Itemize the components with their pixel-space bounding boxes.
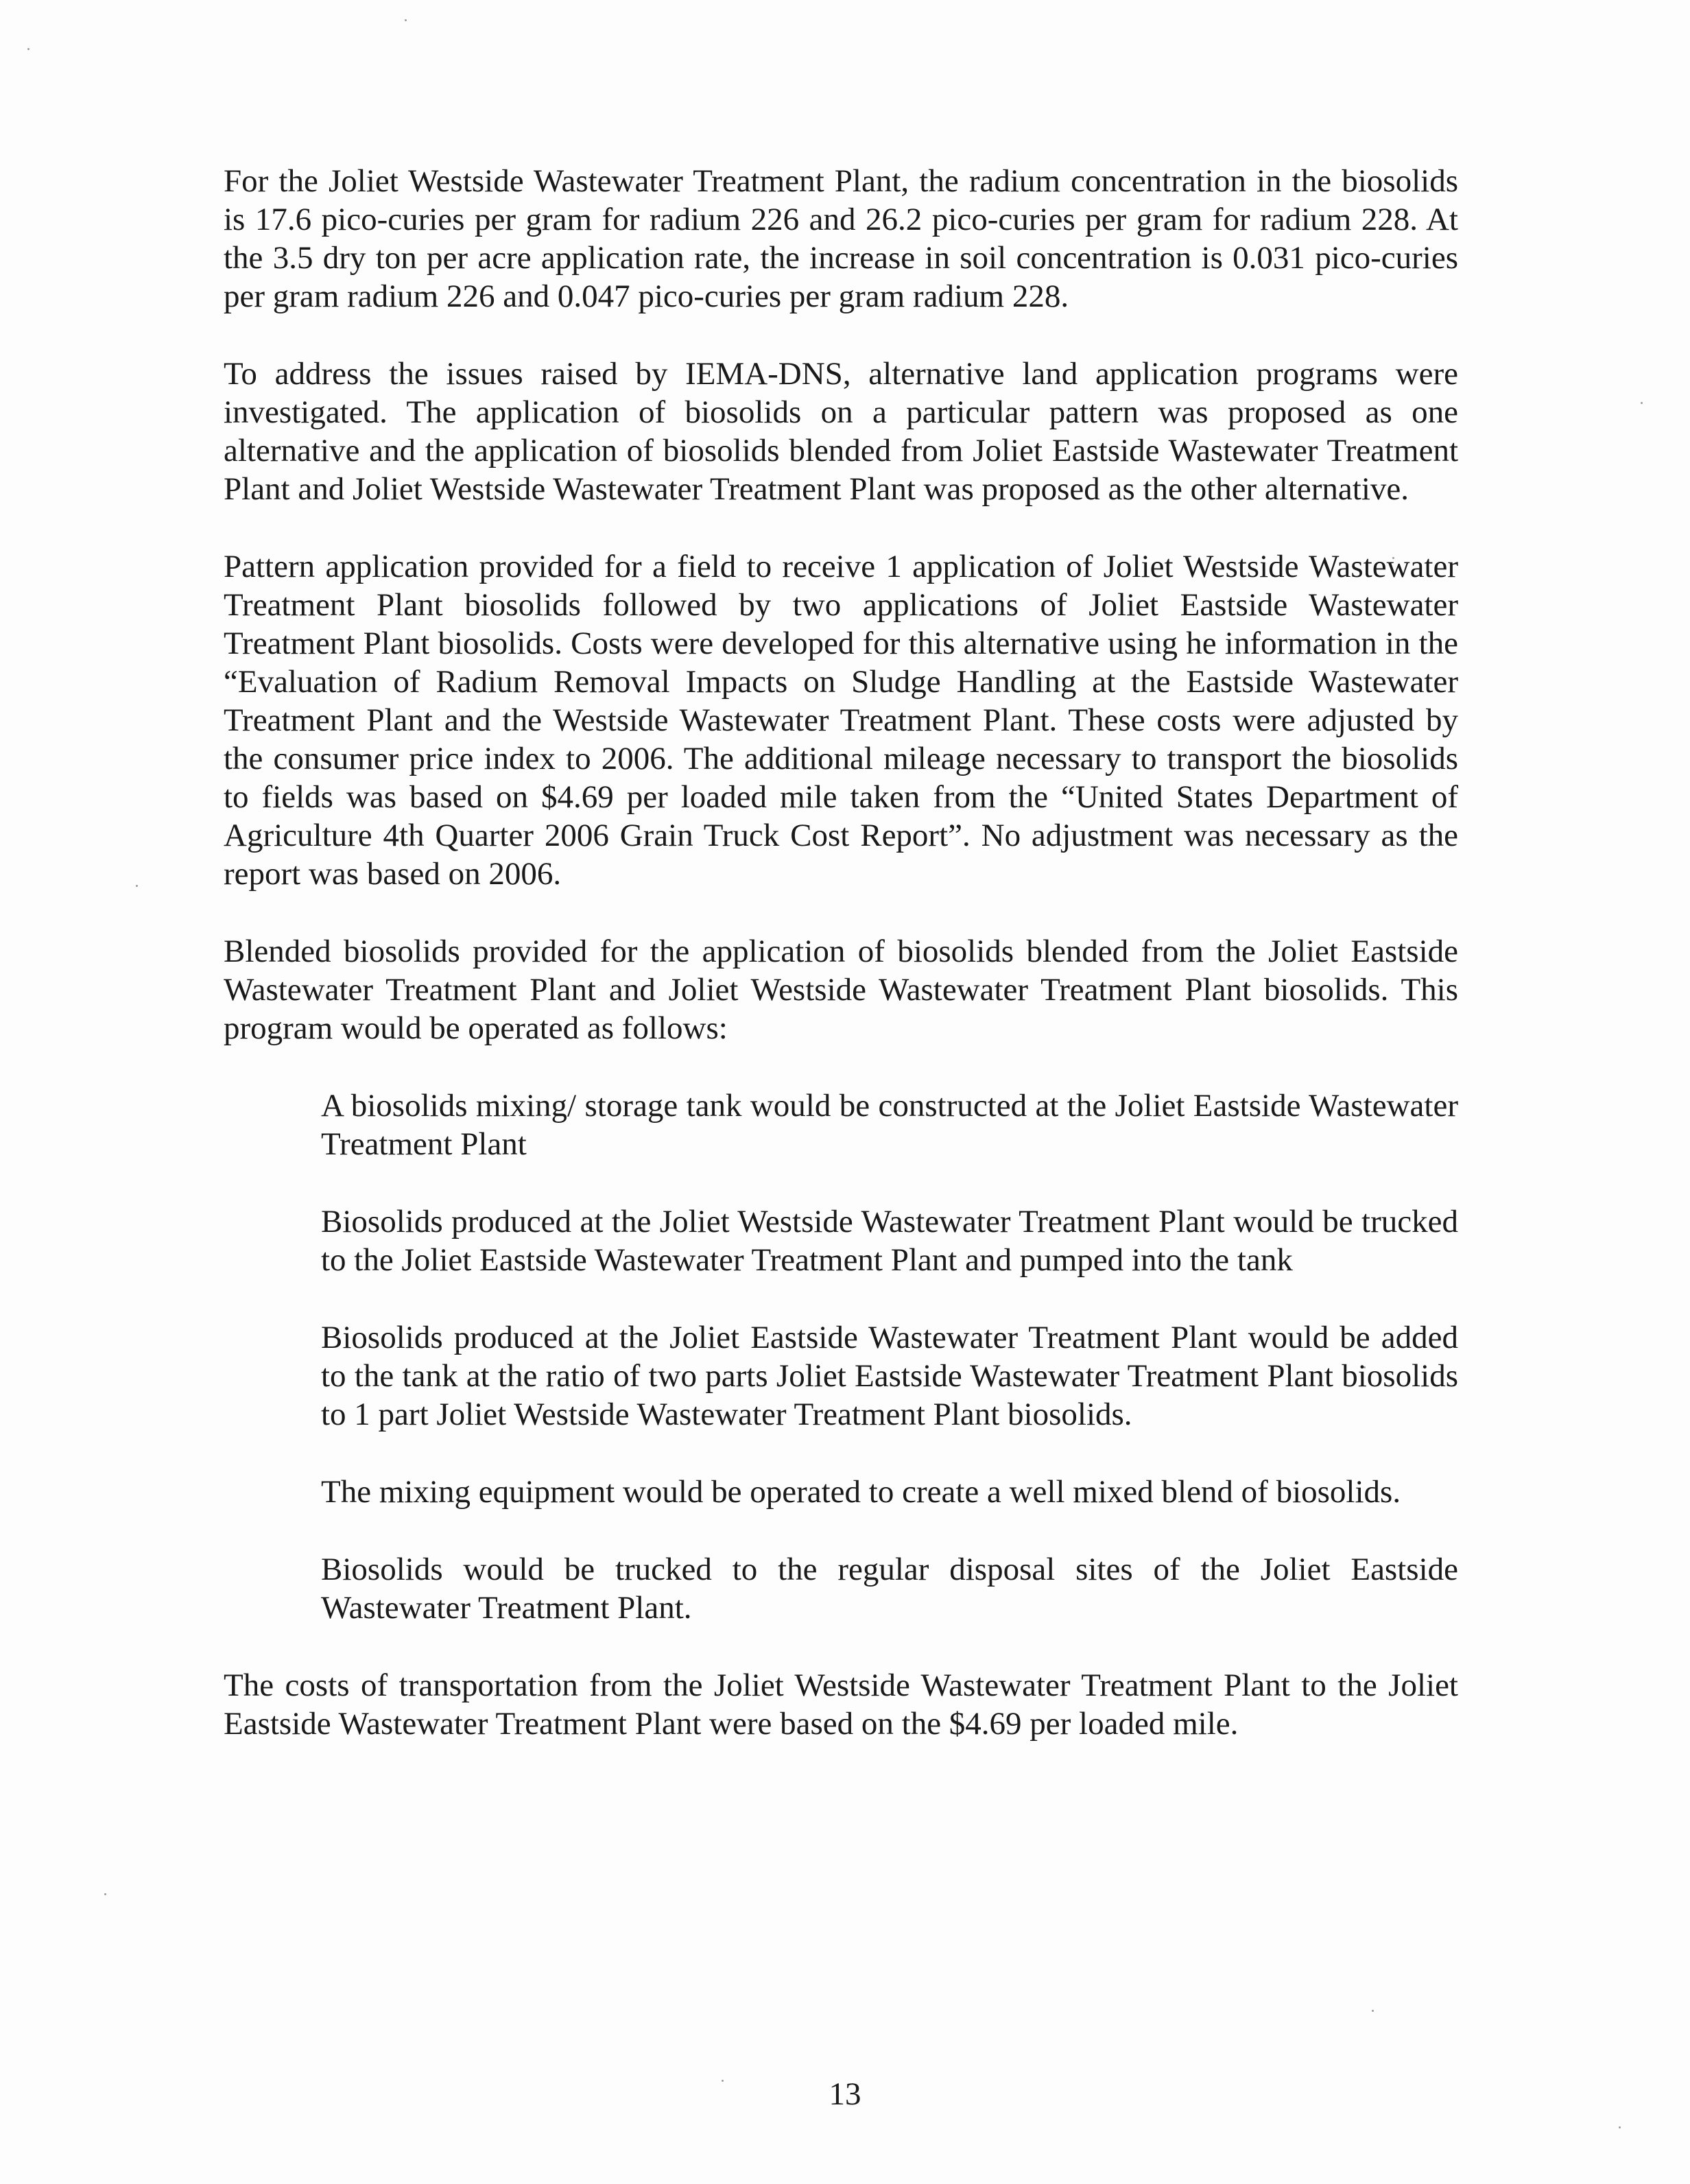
paragraph-pattern-application: Pattern application provided for a field to receive 1 application of Joliet Westside Wastewater Treatment Plant biosolids followed by two applications of Joliet Eastside Wastewater Treatment Plant biosolids. Costs were developed for this alternative using he information in the “Evaluation of Radium Removal Impacts on Sludge Handling at the Eastside Wastewater Treatment Plant and the Westside Wastewater Treatment Plant. These costs were adjusted by the consumer price index to 2006. The additional mileage necessary to transport the biosolids to fields was based on $4.69 per loaded mile taken from the “United States Department of Agriculture 4th Quarter 2006 Grain Truck Cost Report”. No adjustment was necessary as the report was based on 2006. — [224, 549, 1458, 892]
document-body — [224, 162, 1458, 1782]
paragraph-alternatives: To address the issues raised by IEMA-DNS, alternative land application programs were investigated. The application of biosolids on a particular pattern was proposed as one alternative and the application of biosolids blended from Joliet Eastside Wastewater Treatment Plant and Joliet Westside Wastewater Treatment Plant was proposed as the other alternative. — [224, 356, 1458, 507]
program-step: A biosolids mixing/ storage tank would be constructed at the Joliet Eastside Wastewater Treatment Plant — [321, 1088, 1458, 1162]
program-step: Biosolids produced at the Joliet Eastside Wastewater Treatment Plant would be added to the tank at the ratio of two parts Joliet Eastside Wastewater Treatment Plant biosolids to 1 part Joliet Westside Wastewater Treatment Plant biosolids. — [321, 1320, 1458, 1432]
program-step: The mixing equipment would be operated to create a well mixed blend of biosolids. — [321, 1474, 1401, 1510]
scan-speck — [1641, 402, 1643, 404]
scan-speck — [136, 885, 138, 887]
program-steps-list — [224, 1087, 1458, 1627]
paragraph-radium-concentration: For the Joliet Westside Wastewater Treatment Plant, the radium concentration in the biosolids is 17.6 pico-curies per gram for radium 226 and 26.2 pico-curies per gram for radium 228. At the 3.5 dry ton per acre application rate, the increase in soil concentration is 0.031 pico-curies per gram radium 226 and 0.047 pico-curies per gram radium 228. — [224, 163, 1458, 314]
scan-speck — [104, 1893, 106, 1895]
paragraph-transport-costs: The costs of transportation from the Joliet Westside Wastewater Treatment Plant to the Joliet Eastside Wastewater Treatment Plant were based on the $4.69 per loaded mile. — [224, 1667, 1458, 1742]
scan-speck — [1372, 2010, 1374, 2012]
scan-speck — [405, 19, 407, 21]
scan-speck — [27, 48, 29, 50]
program-step: Biosolids produced at the Joliet Westside Wastewater Treatment Plant would be trucked to the Joliet Eastside Wastewater Treatment Plant and pumped into the tank — [321, 1204, 1458, 1278]
scan-speck — [1619, 2126, 1621, 2128]
paragraph-blended-biosolids: Blended biosolids provided for the application of biosolids blended from the Joliet Eastside Wastewater Treatment Plant and Joliet Westside Wastewater Treatment Plant biosolids. This program would be operated as follows: — [224, 934, 1458, 1046]
program-step: Biosolids would be trucked to the regular disposal sites of the Joliet Eastside Wastewater Treatment Plant. — [321, 1552, 1458, 1626]
page-number: 13 — [829, 2076, 861, 2112]
